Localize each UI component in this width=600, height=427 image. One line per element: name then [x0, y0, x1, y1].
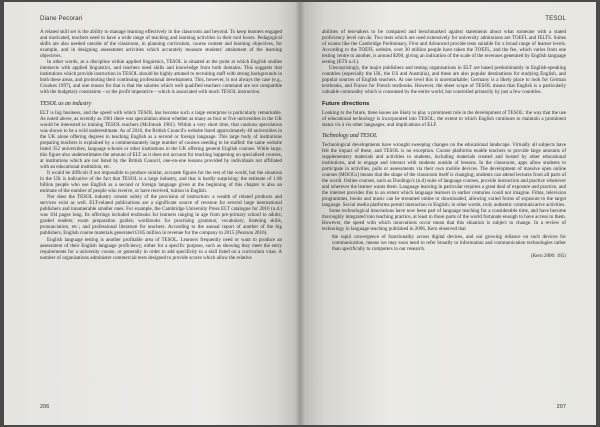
left-page: [4, 2, 300, 425]
paragraph: Unsurprisingly, the major publishers and testing organisations in ELT are based predominantly in English-speaking countries (especially the UK, the US and Australia), and these are also popular destinations for studying English, and popular sources of English teachers. At one level this is unremarkable; Germany is a likely place to look for German textbooks, and France for French textbooks. However, the sheer scope of TESOL means that English is a particularly valuable commodity which is consumed by the entire world, but controlled primarily by just a few countries.: [322, 65, 566, 96]
paragraph: Technological developments have wrought sweeping changes on the educational landscape. Virtually all subjects have felt the impact of these, and TESOL is no exception. Course platforms enable teachers to provide large amounts of supplementary materials and activities to students, including materials created and hosted by other educational institutions, and to engage and interact with students outside of lessons. In the classroom, apps allow students to participate in activities, polls or assessments via their own mobile devices. The development of massive open online courses (MOOCs) means that the shape of the classroom itself is changing; students can attend lectures from all parts of the world. Online courses, such as Duolingo's (n.d) suite of language courses, provide instruction and practice whenever and wherever the learner wants them. Language learning in particular requires a great deal of exposure and practice, and the internet provides this to an extent which language learners in earlier centuries could not imagine. Films, television programmes, books and music can be streamed online or downloaded, allowing varied forms of exposure to the target language. Social media platforms permit interaction in English; in other words, truly authentic communicative activities.: [322, 141, 566, 209]
paragraph: English language testing is another profitable area of TESOL. Learners frequently need or want to produce an assessment of their English language proficiency, either for a specific purpose, such as showing they meet the entry requirements for a university course, or generally in order to add specificity to a skill listed on a curriculum vitae. A number of organisations administer commercial tests designed to provide scores which allow the relative: [40, 236, 282, 261]
paragraph: It would be difficult if not impossible to produce similar, accurate figures for the rest of the world, but the situation in the UK is indicative of the fact that TESOL is a large industry, and that is hardly surprising: the estimate of 1.66 billion people who use English as a second or foreign language given at the beginning of this chapter is also an estimate of the number of people who receive, or have received, tuition in English.: [40, 169, 282, 195]
paragraph: Some technological innovations have now been part of language teaching for a considerable time, and have become thoroughly integrated into teaching practice, at least in those parts of the world fortunate enough to have access to them. However, the speed with which innovations occur mean that this situation is subject to change. In a review of technology in language teaching published in 2006, Kern observed that: [322, 208, 566, 233]
running-head-title: TESOL: [545, 15, 566, 22]
book-spread: [4, 2, 596, 425]
right-page-content: [322, 2, 566, 425]
right-page: [300, 2, 596, 425]
quote-citation: (Kern 2006: 185): [530, 252, 566, 259]
paragraph: abilities of test-takers to be compared and benchmarked against statements about what someone with a stated proficiency level can do. Two tests which are used extensively for university admissions are TOEFL and IELTS. Suites of exams like the Cambridge Preliminary, First and Advanced provide tests suitable for a broad range of learner levels. According to the TOEFL website, over 30 million people have taken the TOEFL, and the fee, which varies from one testing centre to another, is around $200, giving an indication of the scale of the revenues generated by English language testing (ETS n.d.).: [322, 29, 566, 66]
left-page-content: [40, 2, 282, 425]
paragraph: ELT is big business, and the speed with which TESOL has become such a large enterprise is particularly remarkable. As noted above, as recently as 1961 there was speculation about whether as many as four or five universities in the UK would be interested in training TESOL teachers (McIntosh 1961). Within a very short time, that cautious speculation was shown to be a wild underestimate. As of 2016, the British Council's website listed approximately 40 universities in the UK alone offering degrees in teaching English as a second or foreign language. This large body of institutions preparing teachers is explained by a commensurately large number of courses needing to be staffed: the same website listed 352 universities, language schools or other institutions in the UK offering general English courses. While large, this figure also underestimates the amount of ELT as it does not account for teaching happening on specialised courses, at institutions which are not listed by the British Council, one-on-one lessons provided by individuals not affiliated with an educational institution, etc.: [40, 109, 282, 170]
page-number: 207: [556, 404, 566, 410]
paragraph: In other words, as a discipline within applied linguistics, TESOL is situated at the point at which English studies intersects with applied linguistics, and teachers need skills and knowledge from both domains. This suggests that institutions which provide instruction in TESOL should be highly attuned to recruiting staff with strong backgrounds in both these areas, and promoting their continuing professional development. This, however, is not always the case (e.g., Crookes 1997), and one reason for that is that the salaries which well qualified teachers command are not compatible with the budgetary constraints – or the profit imperative – which is associated with much TESOL instruction.: [40, 59, 282, 96]
left-body-text: [40, 29, 282, 397]
paragraph: Nor does the TESOL industry consist solely of the provision of instruction: a wealth of related products and services exist as well. ELT-related publications are a significant source of revenue for several large international publishers and innumerable smaller ones. For example, the Cambridge University Press ELT catalogue for 2016 (n.d.) was 104 pages long. Its offerings included textbooks for learners ranging in age from pre-primary school to adults; graded readers; exam preparation guides; workbooks for practising grammar, vocabulary, listening skills, pronunciation, etc.; and professional literature for teachers. According to the annual report of another of the big publishers, English course materials generated £185 million in revenue for the company in 2015 (Pearson 2016).: [40, 194, 282, 237]
right-body-text: [322, 29, 566, 397]
section-heading-industry: TESOL as an industry: [40, 100, 92, 107]
paragraph: A related skill set is the ability to manage learning effectively in the classroom and beyond. To keep learners engaged and motivated, teachers need to have a wide range of teaching and learning activities in their tool boxes. Pedagogical skills are also needed outside of the classroom, in planning curriculum, course content and learning objectives, for example, and in designing assessment activities which accurately measure students' attainment of the learning objectives.: [40, 29, 282, 60]
section-heading-technology: Technology and TESOL: [322, 132, 378, 139]
block-quote: the rapid convergence of functionality across digital devices, and our growing reliance on such devices for communication, means we may soon need to refer broadly to information and communication technologies rather than specifically to computers in our research.: [332, 234, 566, 253]
book-gutter: [295, 2, 305, 425]
running-head-author: Diane Pecorari: [40, 15, 83, 22]
section-heading-future: Future directions: [322, 100, 370, 107]
page-number: 206: [40, 404, 50, 410]
paragraph: Looking to the future, three issues are likely to play a prominent role in the development of TESOL: the way that the use of educational technology is incorporated into TESOL; the extent to which English continues to maintain a prominent status vis à vis other languages; and implications of ELF.: [322, 109, 566, 128]
